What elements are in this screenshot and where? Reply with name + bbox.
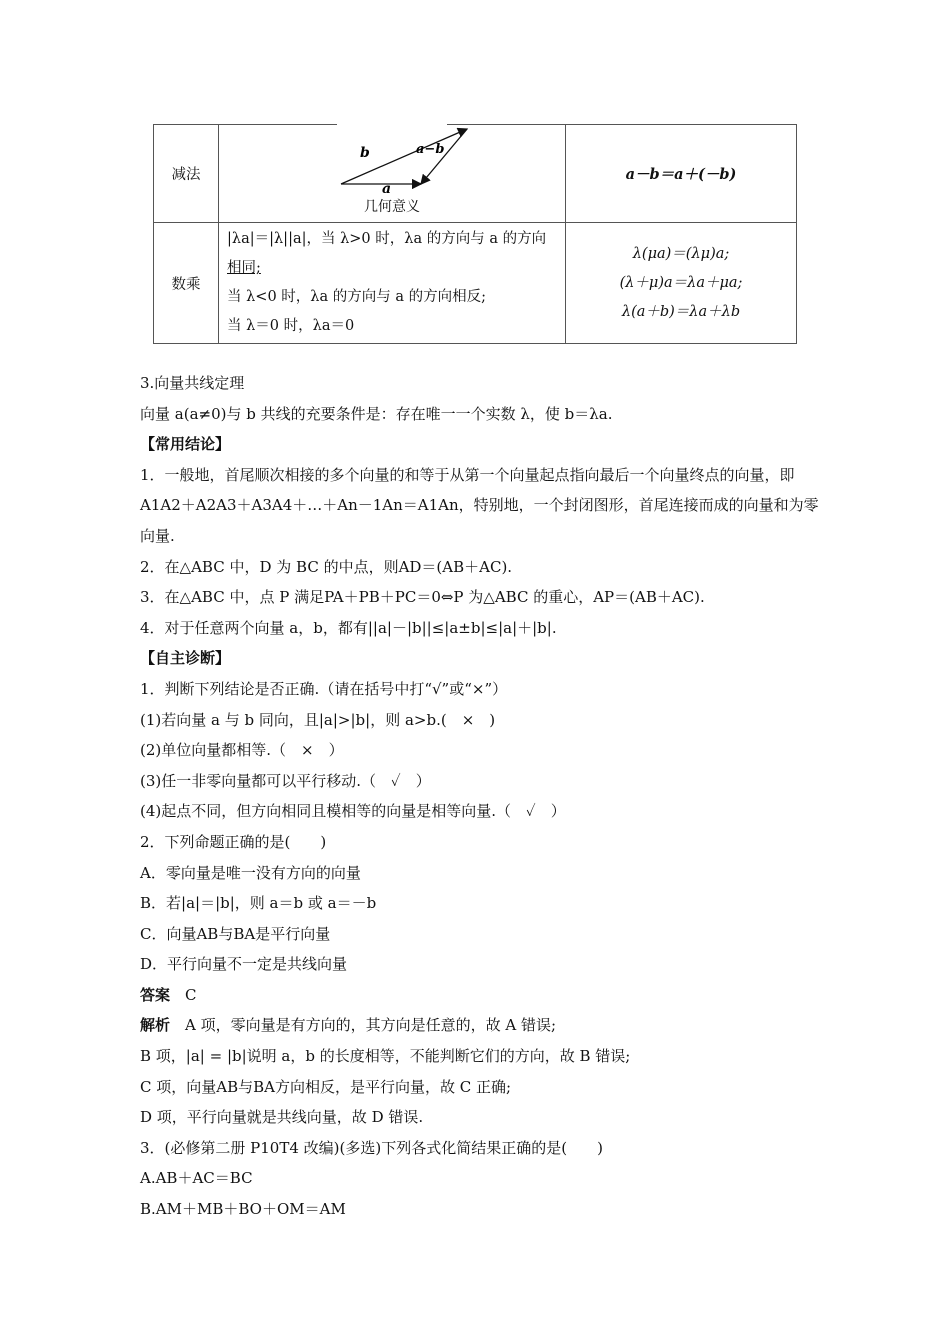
label-a-minus-b: a−b xyxy=(416,142,445,157)
conclusion-1: 1．一般地，首尾顺次相接的多个向量的和等于从第一个向量起点指向最后一个向量终点的向量，即A1A2＋A2A3＋A3A4＋…＋An－1An＝A1An，特别地，一个封闭图形，首尾连接而成的向量和为零向量. xyxy=(140,465,819,545)
label-b: b xyxy=(360,145,370,161)
scalar-line-1: |λa|＝|λ||a|，当 λ>0 时，λa 的方向与 a 的方向 xyxy=(227,231,547,247)
conclusion-2: 2．在△ABC 中，D 为 BC 的中点，则AD＝(AB＋AC). xyxy=(140,557,513,576)
scalar-label: 数乘 xyxy=(154,223,219,344)
question-1-item-4: (4)起点不同，但方向相同且模相等的向量是相等向量.（ ✓ ） xyxy=(140,802,566,821)
analysis-line-a xyxy=(140,1010,820,1041)
question-1-item-2: (2)单位向量都相等.（ × ） xyxy=(140,741,344,760)
answer-line xyxy=(140,980,820,1011)
question-2-option-c: C．向量AB与BA是平行向量 xyxy=(140,924,331,943)
subtraction-figure xyxy=(219,125,565,222)
question-3-option-a: A.AB＋AC＝BC xyxy=(140,1169,253,1188)
question-3-option-b: B.AM＋MB＋BO＋OM＝AM xyxy=(140,1200,346,1219)
question-2-option-d: D．平行向量不一定是共线向量 xyxy=(140,955,348,974)
scalar-line-4: 当 λ＝0 时，λa＝0 xyxy=(227,318,355,334)
scalar-description-cell xyxy=(219,223,566,344)
label-a: a xyxy=(382,181,392,197)
analysis-a: A 项，零向量是有方向的，其方向是任意的，故 A 错误; xyxy=(185,1016,557,1035)
question-1: 1．判断下列结论是否正确.（请在括号中打“√”或“×”） xyxy=(140,679,508,698)
analysis-c: C 项，向量AB与BA方向相反，是平行向量，故 C 正确; xyxy=(140,1077,512,1096)
question-1-item-1: (1)若向量 a 与 b 同向，且|a|>|b|，则 a>b.( × ) xyxy=(140,710,496,729)
analysis-d: D 项，平行向量就是共线向量，故 D 错误. xyxy=(140,1108,424,1127)
subtraction-label: 减法 xyxy=(154,125,219,223)
subtraction-law: a－b＝a＋(－b) xyxy=(566,125,797,223)
vector-operations-table xyxy=(153,124,797,344)
question-1-item-3: (3)任一非零向量都可以平行移动.（ ✓ ） xyxy=(140,771,431,790)
scalar-line-2: 相同; xyxy=(227,260,261,276)
conclusions-header: 【常用结论】 xyxy=(140,435,231,454)
subtraction-figure-cell xyxy=(219,125,566,223)
scalar-law-1: λ(μa)＝(λμ)a; xyxy=(632,245,730,262)
question-2-option-b: B．若|a|＝|b|，则 a＝b 或 a＝－b xyxy=(140,894,377,913)
scalar-row xyxy=(154,223,797,344)
scalar-law-2: (λ＋μ)a＝λa＋μa; xyxy=(619,274,743,291)
conclusion-4: 4．对于任意两个向量 a，b，都有||a|－|b||≤|a±b|≤|a|＋|b|. xyxy=(140,618,557,637)
figure-caption: 几何意义 xyxy=(364,199,420,215)
analysis-label: 解析 xyxy=(140,1016,171,1035)
question-3: 3．(必修第二册 P10T4 改编)(多选)下列各式化简结果正确的是( ) xyxy=(140,1138,603,1157)
analysis-b: B 项，|a| = |b|说明 a，b 的长度相等，不能判断它们的方向，故 B 错误; xyxy=(140,1047,631,1066)
main-content xyxy=(140,368,820,1225)
answer-label: 答案 xyxy=(140,985,171,1004)
section-3-title: 3.向量共线定理 xyxy=(140,374,245,392)
scalar-laws-cell xyxy=(566,223,797,344)
conclusion-3: 3．在△ABC 中，点 P 满足PA＋PB＋PC＝0⇔P 为△ABC 的重心，AP＝(AB＋AC). xyxy=(140,588,705,607)
question-2: 2．下列命题正确的是( ) xyxy=(140,832,327,851)
question-2-option-a: A．零向量是唯一没有方向的向量 xyxy=(140,863,361,882)
scalar-line-3: 当 λ<0 时，λa 的方向与 a 的方向相反; xyxy=(227,289,486,305)
scalar-law-3: λ(a＋b)＝λa＋λb xyxy=(621,303,741,320)
subtraction-row xyxy=(154,125,797,223)
section-3-text: 向量 a(a≠0)与 b 共线的充要条件是：存在唯一一个实数 λ，使 b＝λa. xyxy=(140,404,613,423)
answer-value: C xyxy=(185,985,197,1004)
diagnosis-header: 【自主诊断】 xyxy=(140,649,231,668)
